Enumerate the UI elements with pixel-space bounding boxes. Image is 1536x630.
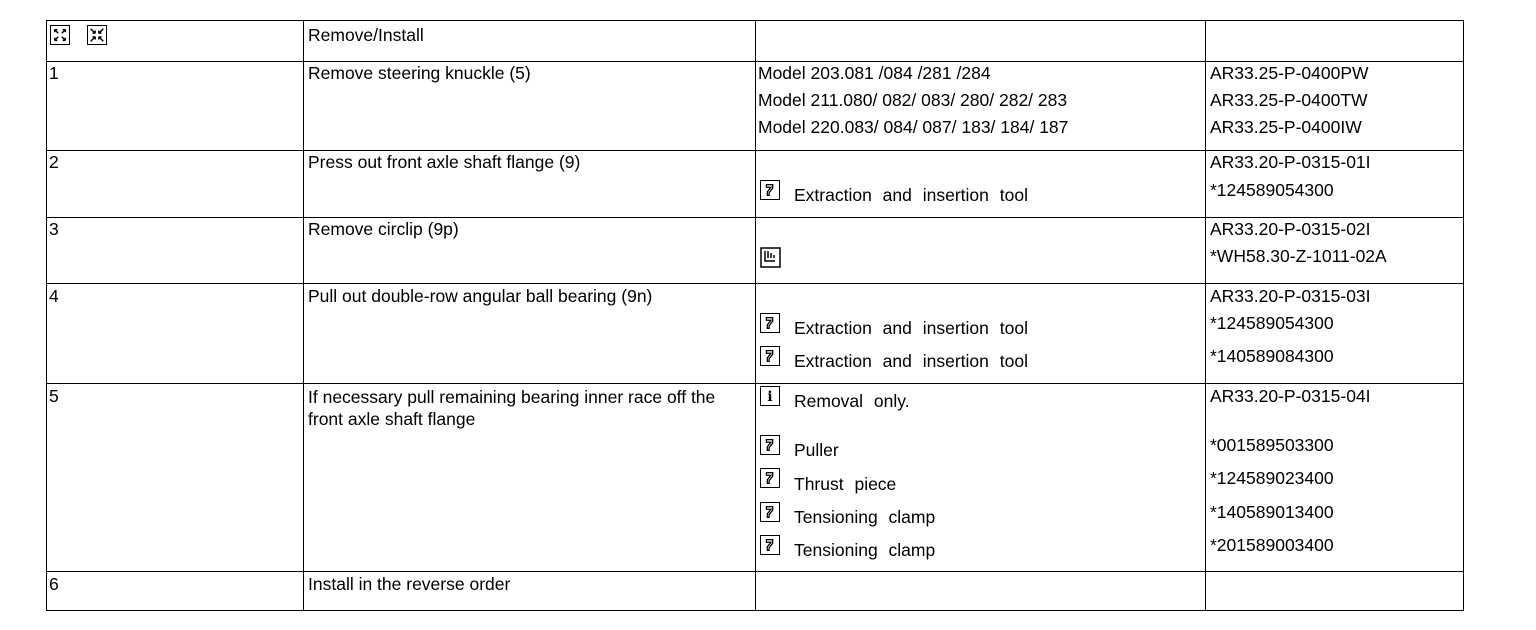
tool-name: Tensioning clamp [794, 507, 936, 527]
step-number: 1 [49, 63, 59, 83]
step-description: Press out front axle shaft flange (9) [308, 152, 581, 172]
special-tool-icon [760, 535, 780, 555]
tool-name: Puller [794, 440, 839, 460]
step-number: 5 [49, 386, 59, 406]
reference-link[interactable]: AR33.20-P-0315-02I [1210, 219, 1371, 239]
expand-icon[interactable] [50, 25, 70, 45]
tool-part-number[interactable]: *001589503300 [1210, 435, 1334, 455]
info-icon [760, 386, 780, 406]
tool-name: Tensioning clamp [794, 540, 936, 560]
column-divider [1205, 21, 1206, 610]
reference-link[interactable]: AR33.20-P-0315-04I [1210, 386, 1371, 406]
worksheet-icon [760, 247, 781, 268]
reference-link[interactable]: AR33.20-P-0315-01I [1210, 152, 1371, 172]
special-tool-icon [760, 468, 780, 488]
step-number: 6 [49, 574, 59, 594]
reference-link[interactable]: *WH58.30-Z-1011-02A [1210, 246, 1387, 266]
reference-link[interactable]: AR33.20-P-0315-03I [1210, 286, 1371, 306]
step-number: 2 [49, 152, 59, 172]
step-number: 3 [49, 219, 59, 239]
tool-name: Extraction and insertion tool [794, 185, 1028, 205]
step-description: If necessary pull remaining bearing inner race off the front axle shaft flange [308, 387, 716, 429]
tool-part-number[interactable]: *124589054300 [1210, 313, 1334, 333]
tool-part-number[interactable]: *140589013400 [1210, 502, 1334, 522]
column-divider [303, 21, 304, 610]
step-description: Remove circlip (9p) [308, 219, 459, 239]
tool-part-number[interactable]: *124589054300 [1210, 180, 1334, 200]
special-tool-icon [760, 313, 780, 333]
header-action: Remove/Install [308, 25, 424, 45]
step-description: Install in the reverse order [308, 574, 511, 594]
step-description: Remove steering knuckle (5) [308, 63, 531, 83]
svg-text:i: i [767, 388, 773, 405]
special-tool-icon [760, 435, 780, 455]
model-info: Model 220.083/ 084/ 087/ 183/ 184/ 187 [758, 117, 1069, 137]
model-info: Model 211.080/ 082/ 083/ 280/ 282/ 283 [758, 90, 1068, 110]
special-tool-icon [760, 346, 780, 366]
note-text: Removal only. [794, 391, 910, 411]
tool-name: Thrust piece [794, 474, 897, 494]
reference-link[interactable]: AR33.25-P-0400TW [1210, 90, 1368, 110]
model-info: Model 203.081 /084 /281 /284 [758, 63, 991, 83]
special-tool-icon [760, 180, 780, 200]
special-tool-icon [760, 502, 780, 522]
tool-name: Extraction and insertion tool [794, 318, 1028, 338]
collapse-icon[interactable] [87, 25, 107, 45]
tool-part-number[interactable]: *124589023400 [1210, 468, 1334, 488]
column-divider [755, 21, 756, 610]
reference-link[interactable]: AR33.25-P-0400PW [1210, 63, 1369, 83]
reference-link[interactable]: AR33.25-P-0400IW [1210, 117, 1362, 137]
step-number: 4 [49, 286, 59, 306]
tool-part-number[interactable]: *201589003400 [1210, 535, 1334, 555]
tool-name: Extraction and insertion tool [794, 351, 1028, 371]
step-description: Pull out double-row angular ball bearing (9n) [308, 286, 653, 306]
tool-part-number[interactable]: *140589084300 [1210, 346, 1334, 366]
